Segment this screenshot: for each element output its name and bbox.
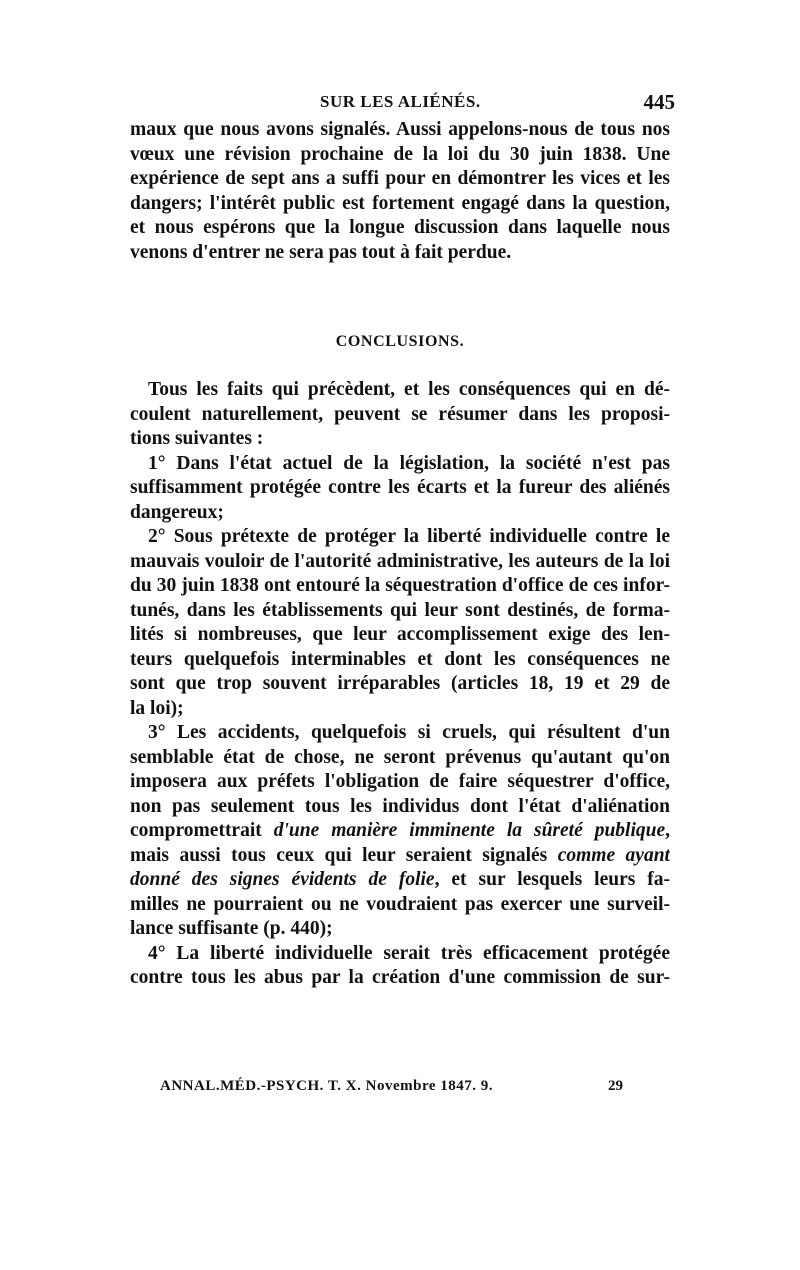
text-line: imposera aux préfets l'obligation de faire séquestrer d'office, [130,771,670,792]
text-line: maux que nous avons signalés. Aussi appelons-nous de tous nos [130,119,670,140]
italic-phrase: comme ayant [557,844,670,866]
text-line: dangers; l'intérêt public est fortement engagé dans la question, [130,192,670,214]
conclusions-body [130,378,670,991]
text-line: 1° Dans l'état actuel de la législation, la société n'est pas [148,452,670,474]
text-line: 3° Les accidents, quelquefois si cruels, qui résultent d'un [148,722,670,743]
text-line: non pas seulement tous les individus dont l'état d'aliénation [130,795,670,817]
italic-phrase: d'une manière imminente la sûreté publique [273,820,666,841]
text-line [130,844,670,869]
text-line: tions suivantes : [130,428,264,449]
page-footer [0,1078,800,1102]
text-line: tunés, dans les établissements qui leur sont destinés, de forma- [130,599,670,621]
text-line: mauvais vouloir de l'autorité administrative, les auteurs de la loi [130,550,670,572]
text-line: dangereux; [130,501,224,523]
text-line: semblable état de chose, ne seront prévenus qu'autant qu'on [130,746,670,768]
text-line: et nous espérons que la longue discussion dans laquelle nous [130,217,670,238]
text-line: venons d'entrer ne sera pas tout à fait perdue. [130,241,512,263]
text-line [130,819,670,844]
text-line: 2° Sous prétexte de protéger la liberté individuelle contre le [148,526,670,547]
signature-mark: 29 [608,1078,623,1094]
text-line: vœux une révision prochaine de la loi du 30 juin 1838. Une [130,143,670,165]
text-run: compromettrait [130,820,274,841]
text-line: sont que trop souvent irréparables (articles 18, 19 et 29 de [130,673,670,694]
text-line: suffisamment protégée contre les écarts et la fureur des aliénés [130,477,670,498]
text-line: lance suffisante (p. 440); [130,918,333,939]
text-line: teurs quelquefois interminables et dont les conséquences ne [130,648,670,670]
running-head [130,92,675,118]
text-line: contre tous les abus par la création d'une commission de sur- [130,967,670,988]
text-run: mais aussi tous ceux qui leur seraient signalés [130,844,558,866]
text-line: la loi); [130,697,184,719]
text-line: milles ne pourraient ou ne voudraient pas exercer une surveil- [130,893,670,915]
continuation-paragraph [130,118,670,265]
text-line: Tous les faits qui précèdent, et les conséquences qui en dé- [148,379,670,400]
section-title: CONCLUSIONS. [335,333,465,350]
journal-reference: ANNAL.MÉD.-PSYCH. T. X. Novembre 1847. 9. [160,1078,493,1094]
text-line: du 30 juin 1838 ont entouré la séquestration d'office de ces infor- [130,575,670,596]
text-line [130,868,670,893]
italic-phrase: donné des signes évidents de folie [130,869,435,890]
text-line: lités si nombreuses, que leur accomplissement exige des len- [130,624,670,645]
text-run: , [665,820,670,841]
text-run: , et sur lesquels leurs fa- [434,869,670,890]
page-number: 445 [643,90,675,114]
text-line: 4° La liberté individuelle serait très efficacement protégée [148,942,670,964]
running-title: SUR LES ALIÉNÉS. [320,92,481,111]
text-line: coulent naturellement, peuvent se résumer dans les proposi- [130,403,670,425]
text-line: expérience de sept ans a suffi pour en démontrer les vices et les [130,168,670,189]
